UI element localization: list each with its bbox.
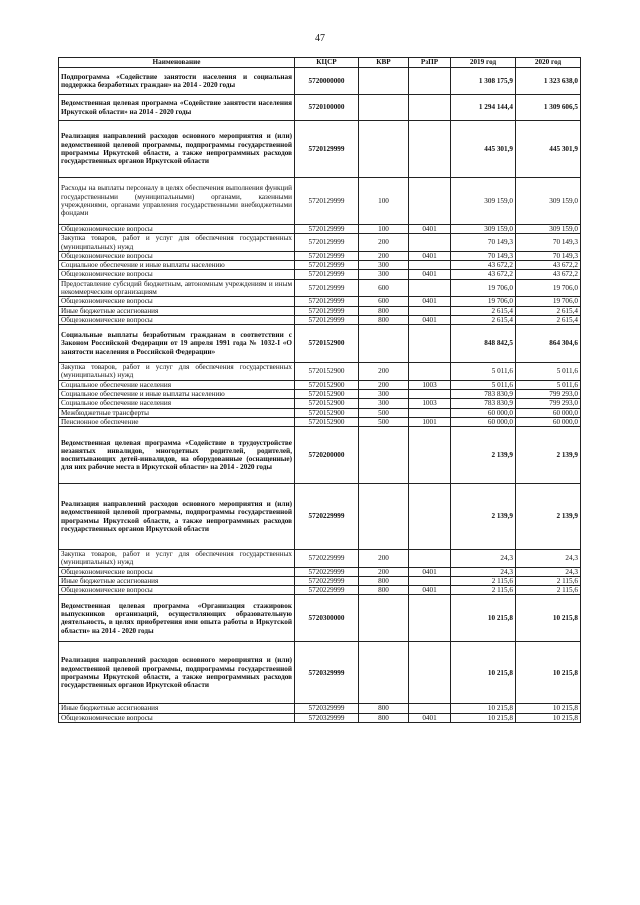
row-name-cell: Социальное обеспечение и иные выплаты населению <box>59 261 295 270</box>
row-rzpr-cell <box>409 484 451 550</box>
row-kcsr-cell: 5720129999 <box>295 121 359 178</box>
row-kvr-cell: 300 <box>359 399 409 408</box>
row-kcsr-cell: 5720129999 <box>295 315 359 324</box>
budget-table <box>58 57 581 723</box>
row-rzpr-cell <box>409 325 451 363</box>
row-2019-cell: 10 215,8 <box>451 713 516 722</box>
row-kcsr-cell: 5720152900 <box>295 408 359 417</box>
row-name-cell: Общеэкономические вопросы <box>59 315 295 324</box>
row-kcsr-cell: 5720100000 <box>295 95 359 121</box>
table-row <box>59 576 581 585</box>
table-row <box>59 408 581 417</box>
row-kvr-cell: 300 <box>359 389 409 398</box>
header-name: Наименование <box>59 58 295 68</box>
row-kvr-cell: 500 <box>359 408 409 417</box>
row-2019-cell: 43 672,2 <box>451 270 516 279</box>
row-2020-cell: 309 159,0 <box>516 225 581 234</box>
row-rzpr-cell: 0401 <box>409 297 451 306</box>
row-kcsr-cell: 5720152900 <box>295 399 359 408</box>
row-2020-cell: 10 215,8 <box>516 642 581 704</box>
row-rzpr-cell <box>409 178 451 225</box>
row-name-cell: Предоставление субсидий бюджетным, автономным учреждениям и иным некоммерческим организациям <box>59 279 295 297</box>
row-kvr-cell: 200 <box>359 550 409 568</box>
row-kcsr-cell: 5720200000 <box>295 427 359 484</box>
row-kvr-cell: 600 <box>359 297 409 306</box>
table-row <box>59 178 581 225</box>
row-name-cell: Подпрограмма «Содействие занятости населения и социальная поддержка безработных граждан» на 2014 - 2020 годы <box>59 68 295 95</box>
row-2019-cell: 783 830,9 <box>451 399 516 408</box>
row-name-cell: Расходы на выплаты персоналу в целях обеспечения выполнения функций государственными (муниципальными) органами, казенными учреждениями, органами управления государственными внебюджетными фондами <box>59 178 295 225</box>
row-name-cell: Закупка товаров, работ и услуг для обеспечения государственных (муниципальных) нужд <box>59 363 295 381</box>
row-kvr-cell: 800 <box>359 704 409 713</box>
row-name-cell: Пенсионное обеспечение <box>59 417 295 426</box>
row-2020-cell: 799 293,0 <box>516 399 581 408</box>
row-kvr-cell <box>359 95 409 121</box>
row-rzpr-cell <box>409 389 451 398</box>
row-kcsr-cell: 5720129999 <box>295 225 359 234</box>
row-kcsr-cell: 5720152900 <box>295 363 359 381</box>
row-kvr-cell: 500 <box>359 417 409 426</box>
table-row <box>59 417 581 426</box>
row-rzpr-cell <box>409 95 451 121</box>
row-kcsr-cell: 5720129999 <box>295 297 359 306</box>
row-kcsr-cell: 5720152900 <box>295 380 359 389</box>
row-kcsr-cell: 5720129999 <box>295 279 359 297</box>
row-2020-cell: 70 149,3 <box>516 251 581 260</box>
table-row <box>59 642 581 704</box>
row-rzpr-cell <box>409 261 451 270</box>
row-2020-cell: 70 149,3 <box>516 234 581 252</box>
row-kcsr-cell: 5720152900 <box>295 325 359 363</box>
table-row <box>59 261 581 270</box>
row-kcsr-cell: 5720329999 <box>295 642 359 704</box>
row-2019-cell: 60 000,0 <box>451 408 516 417</box>
row-name-cell: Реализация направлений расходов основного мероприятия и (или) ведомственной целевой программы, подпрограммы государственной программы Иркутской области, а также непрограммных расходов государственных органов Иркутской области <box>59 642 295 704</box>
row-kvr-cell: 200 <box>359 380 409 389</box>
table-row <box>59 270 581 279</box>
row-2019-cell: 24,3 <box>451 550 516 568</box>
row-name-cell: Ведомственная целевая программа «Содействие в трудоустройстве незанятых инвалидов, многодетных родителей, родителей, воспитывающих детей-инвалидов, на оборудованные (оснащенные) для них рабочие места в Иркутской области» на 2014 - 2020 годы <box>59 427 295 484</box>
row-kvr-cell <box>359 121 409 178</box>
row-kvr-cell: 100 <box>359 225 409 234</box>
row-kvr-cell <box>359 68 409 95</box>
row-name-cell: Общеэкономические вопросы <box>59 225 295 234</box>
row-rzpr-cell <box>409 121 451 178</box>
row-name-cell: Закупка товаров, работ и услуг для обеспечения государственных (муниципальных) нужд <box>59 550 295 568</box>
row-2020-cell: 60 000,0 <box>516 408 581 417</box>
row-2020-cell: 309 159,0 <box>516 178 581 225</box>
row-kcsr-cell: 5720329999 <box>295 704 359 713</box>
row-2020-cell: 19 706,0 <box>516 297 581 306</box>
table-row <box>59 567 581 576</box>
row-rzpr-cell <box>409 234 451 252</box>
row-name-cell: Социальное обеспечение и иные выплаты населению <box>59 389 295 398</box>
table-row <box>59 595 581 642</box>
row-name-cell: Социальные выплаты безработным гражданам в соответствии с Законом Российской Федерации от 19 апреля 1991 года № 1032-I «О занятости населения в Российской Федерации» <box>59 325 295 363</box>
row-2020-cell: 10 215,8 <box>516 595 581 642</box>
header-rzpr: РзПР <box>409 58 451 68</box>
row-kcsr-cell: 5720129999 <box>295 178 359 225</box>
row-name-cell: Общеэкономические вопросы <box>59 586 295 595</box>
row-rzpr-cell <box>409 279 451 297</box>
row-2019-cell: 309 159,0 <box>451 178 516 225</box>
row-2020-cell: 24,3 <box>516 567 581 576</box>
table-row <box>59 586 581 595</box>
row-rzpr-cell: 0401 <box>409 251 451 260</box>
row-kcsr-cell: 5720152900 <box>295 417 359 426</box>
row-2020-cell: 445 301,9 <box>516 121 581 178</box>
row-name-cell: Общеэкономические вопросы <box>59 297 295 306</box>
row-kvr-cell: 600 <box>359 279 409 297</box>
row-name-cell: Межбюджетные трансферты <box>59 408 295 417</box>
row-kcsr-cell: 5720129999 <box>295 261 359 270</box>
row-kvr-cell: 300 <box>359 261 409 270</box>
row-2019-cell: 10 215,8 <box>451 595 516 642</box>
row-2019-cell: 848 842,5 <box>451 325 516 363</box>
row-name-cell: Иные бюджетные ассигнования <box>59 704 295 713</box>
row-name-cell: Иные бюджетные ассигнования <box>59 576 295 585</box>
row-rzpr-cell: 1003 <box>409 399 451 408</box>
row-2019-cell: 60 000,0 <box>451 417 516 426</box>
row-2020-cell: 43 672,2 <box>516 261 581 270</box>
row-rzpr-cell: 0401 <box>409 713 451 722</box>
row-2019-cell: 10 215,8 <box>451 642 516 704</box>
table-row <box>59 68 581 95</box>
row-kcsr-cell: 5720229999 <box>295 567 359 576</box>
row-kcsr-cell: 5720129999 <box>295 270 359 279</box>
row-name-cell: Общеэкономические вопросы <box>59 567 295 576</box>
row-name-cell: Общеэкономические вопросы <box>59 713 295 722</box>
row-kvr-cell <box>359 595 409 642</box>
row-2019-cell: 1 294 144,4 <box>451 95 516 121</box>
row-kvr-cell: 800 <box>359 586 409 595</box>
row-name-cell: Закупка товаров, работ и услуг для обеспечения государственных (муниципальных) нужд <box>59 234 295 252</box>
row-kvr-cell: 800 <box>359 713 409 722</box>
row-rzpr-cell: 0401 <box>409 270 451 279</box>
row-kvr-cell: 200 <box>359 251 409 260</box>
row-kcsr-cell: 5720129999 <box>295 306 359 315</box>
row-2019-cell: 2 615,4 <box>451 306 516 315</box>
table-row <box>59 121 581 178</box>
row-rzpr-cell: 0401 <box>409 225 451 234</box>
row-rzpr-cell <box>409 595 451 642</box>
row-kcsr-cell: 5720229999 <box>295 484 359 550</box>
row-kcsr-cell: 5720000000 <box>295 68 359 95</box>
table-row <box>59 225 581 234</box>
row-kvr-cell: 200 <box>359 363 409 381</box>
table-row <box>59 550 581 568</box>
table-row <box>59 399 581 408</box>
row-kcsr-cell: 5720129999 <box>295 251 359 260</box>
row-rzpr-cell <box>409 408 451 417</box>
row-kvr-cell: 200 <box>359 234 409 252</box>
row-2020-cell: 43 672,2 <box>516 270 581 279</box>
row-2020-cell: 5 011,6 <box>516 363 581 381</box>
table-row <box>59 484 581 550</box>
table-row <box>59 704 581 713</box>
table-body <box>59 68 581 723</box>
row-kcsr-cell: 5720129999 <box>295 234 359 252</box>
row-2019-cell: 19 706,0 <box>451 297 516 306</box>
row-name-cell: Иные бюджетные ассигнования <box>59 306 295 315</box>
table-row <box>59 251 581 260</box>
row-2019-cell: 70 149,3 <box>451 251 516 260</box>
row-kvr-cell: 100 <box>359 178 409 225</box>
row-kvr-cell: 800 <box>359 315 409 324</box>
row-2020-cell: 2 115,6 <box>516 576 581 585</box>
row-2019-cell: 10 215,8 <box>451 704 516 713</box>
row-2020-cell: 1 323 638,0 <box>516 68 581 95</box>
table-row <box>59 427 581 484</box>
row-kcsr-cell: 5720300000 <box>295 595 359 642</box>
row-name-cell: Социальное обеспечение населения <box>59 380 295 389</box>
row-2020-cell: 24,3 <box>516 550 581 568</box>
row-2019-cell: 5 011,6 <box>451 363 516 381</box>
row-2019-cell: 43 672,2 <box>451 261 516 270</box>
row-2020-cell: 10 215,8 <box>516 704 581 713</box>
table-row <box>59 279 581 297</box>
row-2019-cell: 2 615,4 <box>451 315 516 324</box>
header-2020: 2020 год <box>516 58 581 68</box>
row-2019-cell: 24,3 <box>451 567 516 576</box>
row-kcsr-cell: 5720229999 <box>295 576 359 585</box>
row-rzpr-cell <box>409 427 451 484</box>
row-2019-cell: 783 830,9 <box>451 389 516 398</box>
row-2020-cell: 2 615,4 <box>516 306 581 315</box>
row-kvr-cell: 800 <box>359 306 409 315</box>
row-2019-cell: 2 139,9 <box>451 484 516 550</box>
row-2019-cell: 19 706,0 <box>451 279 516 297</box>
row-name-cell: Ведомственная целевая программа «Содействие занятости населения Иркутской области» на 2014 - 2020 годы <box>59 95 295 121</box>
table-row <box>59 713 581 722</box>
row-2019-cell: 2 139,9 <box>451 427 516 484</box>
row-kcsr-cell: 5720229999 <box>295 550 359 568</box>
row-kvr-cell: 300 <box>359 270 409 279</box>
row-2020-cell: 2 139,9 <box>516 427 581 484</box>
table-row <box>59 325 581 363</box>
table-row <box>59 234 581 252</box>
row-2020-cell: 1 309 606,5 <box>516 95 581 121</box>
row-rzpr-cell <box>409 306 451 315</box>
row-kcsr-cell: 5720152900 <box>295 389 359 398</box>
table-row <box>59 315 581 324</box>
row-rzpr-cell: 0401 <box>409 567 451 576</box>
row-2020-cell: 2 139,9 <box>516 484 581 550</box>
table-row <box>59 363 581 381</box>
row-kcsr-cell: 5720329999 <box>295 713 359 722</box>
row-2019-cell: 5 011,6 <box>451 380 516 389</box>
table-row <box>59 380 581 389</box>
row-kvr-cell: 800 <box>359 576 409 585</box>
header-kvr: КВР <box>359 58 409 68</box>
row-2019-cell: 2 115,6 <box>451 586 516 595</box>
row-2020-cell: 10 215,8 <box>516 713 581 722</box>
page-number: 47 <box>315 33 325 44</box>
row-name-cell: Ведомственная целевая программа «Организация стажировок выпускников организаций, осуществляющих образовательную деятельность, в целях приобретения ими опыта работы в Иркутской области» на 2014 - 2020 годы <box>59 595 295 642</box>
row-2019-cell: 70 149,3 <box>451 234 516 252</box>
row-name-cell: Реализация направлений расходов основного мероприятия и (или) ведомственной целевой программы, подпрограммы государственной программы Иркутской области, а также непрограммных расходов государственных органов Иркутской области <box>59 484 295 550</box>
row-2020-cell: 864 304,6 <box>516 325 581 363</box>
row-2020-cell: 2 115,6 <box>516 586 581 595</box>
row-2019-cell: 2 115,6 <box>451 576 516 585</box>
row-rzpr-cell: 1003 <box>409 380 451 389</box>
table-row <box>59 306 581 315</box>
row-name-cell: Общеэкономические вопросы <box>59 270 295 279</box>
table-row <box>59 95 581 121</box>
row-kvr-cell <box>359 484 409 550</box>
row-2020-cell: 2 615,4 <box>516 315 581 324</box>
row-2019-cell: 445 301,9 <box>451 121 516 178</box>
row-name-cell: Общеэкономические вопросы <box>59 251 295 260</box>
header-2019: 2019 год <box>451 58 516 68</box>
row-rzpr-cell <box>409 363 451 381</box>
row-rzpr-cell <box>409 642 451 704</box>
row-rzpr-cell: 1001 <box>409 417 451 426</box>
row-name-cell: Социальное обеспечение населения <box>59 399 295 408</box>
row-2019-cell: 1 308 175,9 <box>451 68 516 95</box>
table-row <box>59 297 581 306</box>
header-kcsr: КЦСР <box>295 58 359 68</box>
row-2020-cell: 799 293,0 <box>516 389 581 398</box>
row-2019-cell: 309 159,0 <box>451 225 516 234</box>
table-row <box>59 389 581 398</box>
row-rzpr-cell: 0401 <box>409 586 451 595</box>
row-kcsr-cell: 5720229999 <box>295 586 359 595</box>
row-kvr-cell <box>359 325 409 363</box>
row-rzpr-cell: 0401 <box>409 315 451 324</box>
row-rzpr-cell <box>409 68 451 95</box>
row-kvr-cell: 200 <box>359 567 409 576</box>
row-2020-cell: 5 011,6 <box>516 380 581 389</box>
row-name-cell: Реализация направлений расходов основного мероприятия и (или) ведомственной целевой программы, подпрограммы государственной программы Иркутской области, а также непрограммных расходов государственных органов Иркутской области <box>59 121 295 178</box>
row-rzpr-cell <box>409 550 451 568</box>
row-2020-cell: 60 000,0 <box>516 417 581 426</box>
row-kvr-cell <box>359 642 409 704</box>
row-rzpr-cell <box>409 704 451 713</box>
row-kvr-cell <box>359 427 409 484</box>
table-header-row <box>59 58 581 68</box>
row-2020-cell: 19 706,0 <box>516 279 581 297</box>
row-rzpr-cell <box>409 576 451 585</box>
